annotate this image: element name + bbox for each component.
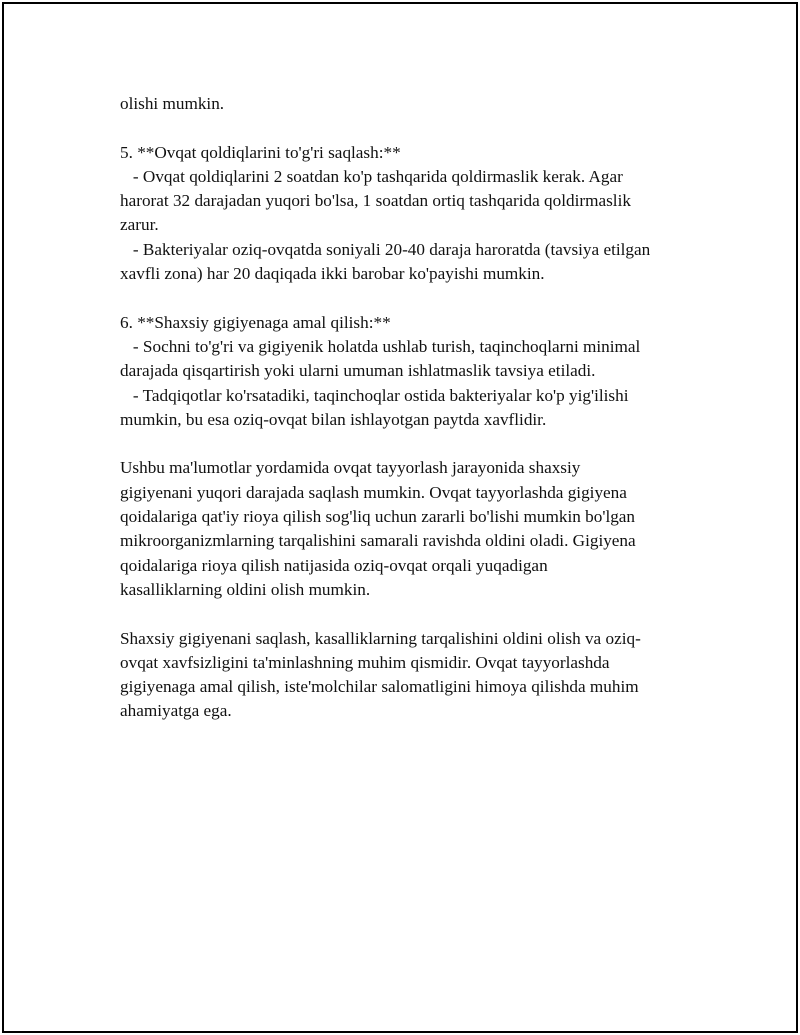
text-line: gigiyenaga amal qilish, iste'molchilar salomatligini himoya qilishda muhim — [120, 677, 639, 697]
text-line: darajada qisqartirish yoki ularni umuman ishlatmaslik tavsiya etiladi. — [120, 361, 596, 381]
text-line: ovqat xavfsizligini ta'minlashning muhim qismidir. Ovqat tayyorlashda — [120, 652, 610, 672]
text-line: ahamiyatga ega. — [120, 701, 232, 721]
blank-line — [120, 432, 700, 456]
text-line: qoidalariga qat'iy rioya qilish sog'liq uchun zararli bo'lishi mumkin bo'lgan — [120, 507, 636, 527]
text-line: harorat 32 darajadan yuqori bo'lsa, 1 soatdan ortiq tashqarida qoldirmaslik — [120, 191, 631, 211]
text-line: zarur. — [120, 215, 159, 235]
text-line: xavfli zona) har 20 daqiqada ikki barobar ko'payishi mumkin. — [120, 264, 545, 284]
text-line: olishi mumkin. — [120, 94, 225, 113]
text-line: qoidalariga rioya qilish natijasida oziq-ovqat orqali yuqadigan — [120, 555, 548, 575]
text-line: kasalliklarning oldini olish mumkin. — [120, 579, 371, 599]
text-line: - Sochni to'g'ri va gigiyenik holatda ushlab turish, taqinchoqlarni minimal — [120, 336, 641, 356]
text-line: mikroorganizmlarning tarqalishini samarali ravishda oldini oladi. Gigiyena — [120, 531, 636, 551]
text-line: - Tadqiqotlar ko'rsatadiki, taqinchoqlar ostida bakteriyalar ko'p yig'ilishi — [120, 385, 629, 405]
text-line: Ushbu ma'lumotlar yordamida ovqat tayyorlash jarayonida shaxsiy — [120, 458, 581, 478]
text-line: - Bakteriyalar oziq-ovqatda soniyali 20-40 daraja haroratda (tavsiya etilgan — [120, 239, 651, 259]
blank-line — [120, 602, 700, 626]
section-heading: 6. **Shaxsiy gigiyenaga amal qilish:** — [120, 312, 391, 332]
blank-line — [120, 286, 700, 310]
text-line: gigiyenani yuqori darajada saqlash mumkin. Ovqat tayyorlashda gigiyena — [120, 482, 627, 502]
text-line: - Ovqat qoldiqlarini 2 soatdan ko'p tashqarida qoldirmaslik kerak. Agar — [120, 166, 623, 186]
text-line: Shaxsiy gigiyenani saqlash, kasalliklarning tarqalishini oldini olish va oziq- — [120, 628, 641, 648]
document-body — [120, 92, 700, 724]
text-line: mumkin, bu esa oziq-ovqat bilan ishlayotgan paytda xavflidir. — [120, 409, 547, 429]
section-heading: 5. **Ovqat qoldiqlarini to'g'ri saqlash:** — [120, 142, 401, 162]
blank-line — [120, 116, 700, 140]
document-page — [2, 2, 798, 1033]
